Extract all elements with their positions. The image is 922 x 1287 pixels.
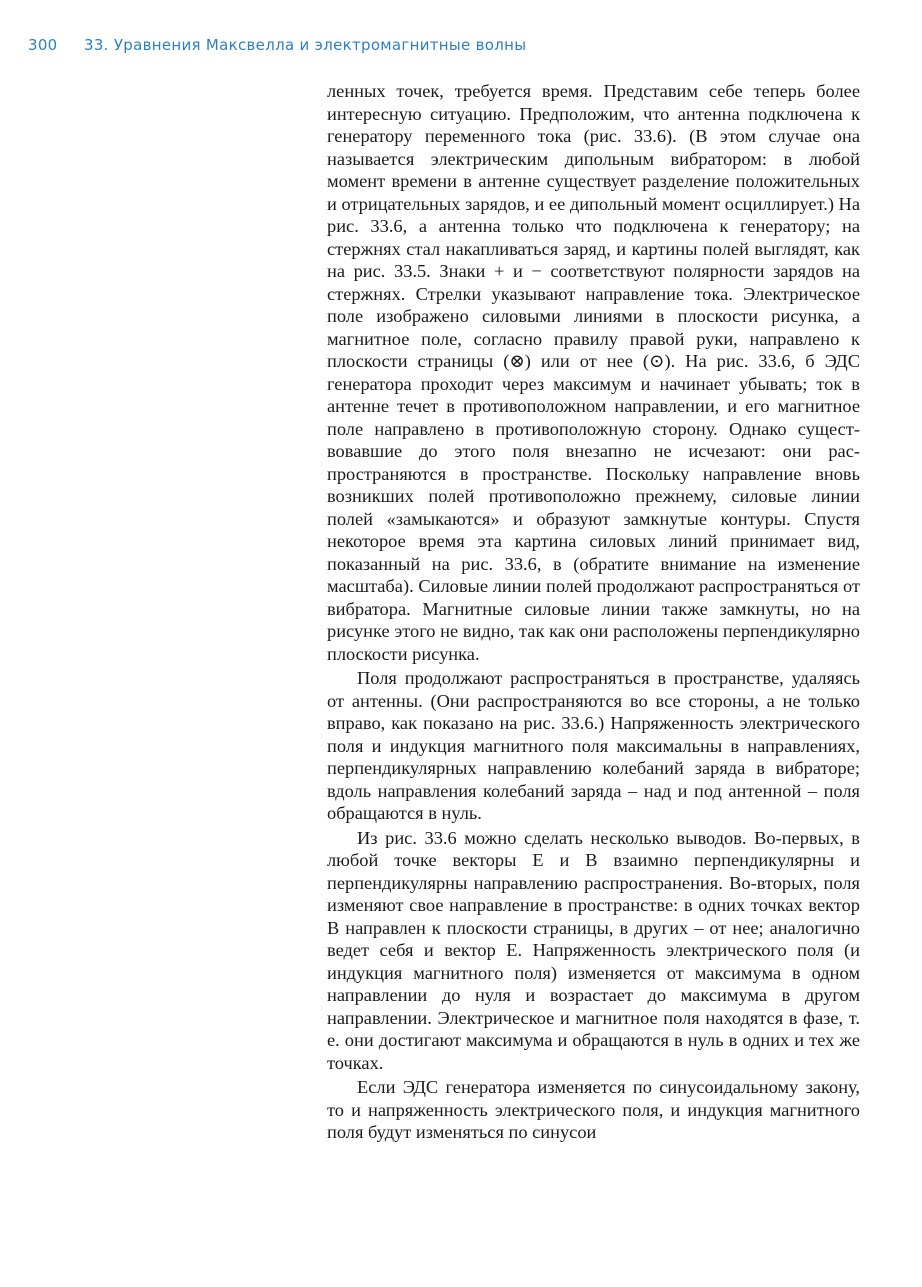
page-number: 300 <box>28 36 58 54</box>
running-header <box>28 36 526 54</box>
main-text-column <box>327 80 860 1144</box>
chapter-title: 33. Уравнения Максвелла и электромагнитные волны <box>84 36 527 54</box>
paragraph-3: Из рис. 33.6 можно сделать несколько выводов. Во-первых, в любой точке векторы E и B взаимно перпендикулярны и перпендикулярны направлению распространения. Во-вторых, поля изменяют свое направление в пространстве: в одних точках вектор B направлен к плоскости страницы, в других – от нее; аналогично ведет себя и вектор E. Напряженность электрического поля (и индукция магнитного поля) изменяется от максимума в одном направлении до нуля и возрастает до максимума в другом направлении. Электрическое и магнитное поля находятся в фазе, т. е. они достигают максимума и обращаются в нуль в одних и тех же точках. <box>327 827 860 1073</box>
paragraph-2: Поля продолжают распространяться в пространстве, удаляясь от антенны. (Они распространяются во все стороны, а не только вправо, как показано на рис. 33.6.) Напряженность электрического поля и индукция магнитного поля максимальны в направлениях, перпендикулярных направлению колебаний заряда в вибраторе; вдоль направления колебаний заряда – над и под антенной – поля обращаются в нуль. <box>327 668 860 823</box>
paragraph-1: ленных точек, требуется время. Представим себе теперь более интересную ситуацию. Предположим, что антенна подключена к генератору переменного тока (рис. 33.6). (В этом случае она называется электрическим дипольным вибратором: в любой момент времени в антенне существует разделение положительных и отрицательных зарядов, и ее дипольный момент осциллирует.) На рис. 33.6, а антенна только что подключена к генератору; на стержнях стал накапливаться заряд, и картины полей выглядят, как на рис. 33.5. Знаки + и − соответствуют полярности зарядов на стержнях. Стрелки указывают направление тока. Электрическое поле изображено силовыми линиями в плоскости рисунка, а магнитное поле, согласно правилу правой руки, направлено к плоскости страницы (⊗) или от нее (⊙). На рис. 33.6, б ЭДС генератора проходит через максимум и начинает убывать; ток в антенне течет в противоположном направлении, и его магнитное поле направлено в противоположную сторону. Однако существовавшие до этого поля внезапно не исчезают: они распространяются в пространстве. Поскольку направление вновь возникших полей противоположно прежнему, силовые линии полей «замыкаются» и образуют замкнутые контуры. Спустя некоторое время эта картина силовых линий принимает вид, показанный на рис. 33.6, в (обратите внимание на изменение масштаба). Силовые линии полей продолжают распространяться от вибратора. Магнитные силовые линии также замкнуты, но на рисунке этого не видно, так как они расположены перпендикулярно плоскости рисунка. <box>327 81 860 664</box>
paragraph-4: Если ЭДС генератора изменяется по синусоидальному закону, то и напряженность электрического поля, и индукция магнитного поля будут изменяться по синусои <box>327 1077 860 1142</box>
